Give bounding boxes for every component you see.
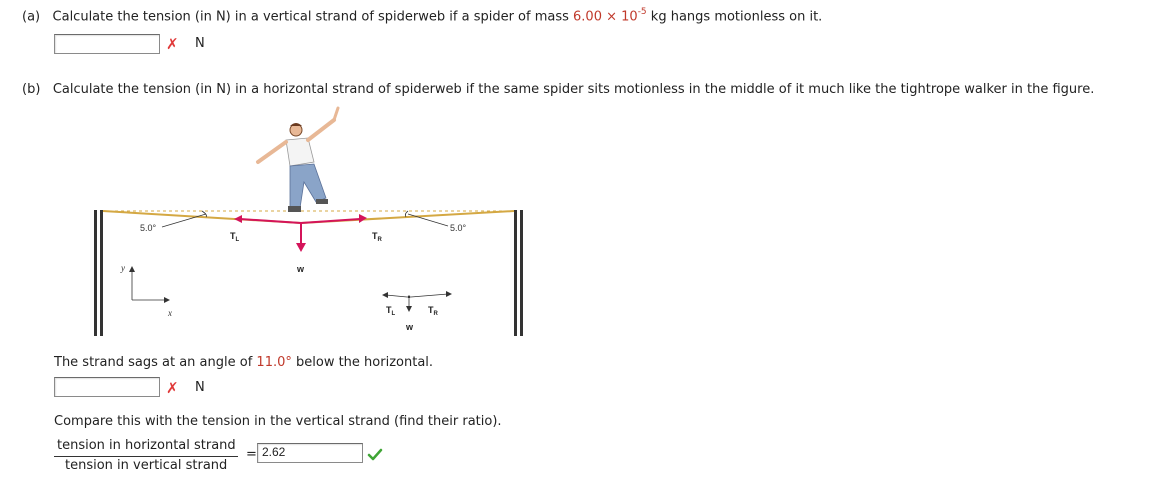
left-post-inner [100, 210, 103, 336]
tension-right-arrowhead [359, 214, 367, 223]
x-mark-icon: ✗ [166, 35, 179, 53]
sag-end: below the horizontal. [291, 355, 434, 370]
tension-left-arrowhead [234, 215, 242, 223]
figure-TR-label: $T_R$ [372, 231, 382, 243]
axis-x-label: x [168, 308, 172, 318]
x-mark-icon: ✗ [166, 379, 179, 397]
sag-statement [54, 355, 433, 370]
figure-w-label: w [297, 264, 305, 274]
rope [103, 211, 514, 223]
mass-times: × 10 [601, 9, 638, 25]
tightrope-walker-illustration [258, 108, 338, 212]
ratio-equals-sign: = [246, 447, 257, 462]
fbd-w-label: w [406, 322, 414, 332]
part-b-answer-input[interactable] [54, 377, 160, 397]
axis-y-label: y [121, 263, 125, 273]
ratio-answer-value: 2.62 [262, 445, 286, 459]
part-a-unit: N [195, 36, 205, 51]
right-post-outer [520, 210, 523, 336]
part-b-prefix: (b) [22, 82, 41, 97]
ratio-answer-input[interactable] [257, 443, 363, 463]
part-b-unit: N [195, 380, 205, 395]
left-post-outer [94, 210, 97, 336]
part-a-answer-input[interactable] [54, 34, 160, 54]
free-body-diagram [382, 291, 452, 332]
angle-left-label: 5.0° [140, 223, 157, 233]
compare-prompt: Compare this with the tension in the vertical strand (find their ratio). [54, 414, 502, 429]
part-b-question-text: Calculate the tension (in N) in a horizontal strand of spiderweb if the same spider sits motionless in the middle of it much like the tightrope walker in the figure. [52, 82, 1095, 97]
part-a-question-start: Calculate the tension (in N) in a vertical strand of spiderweb if a spider of mass [52, 9, 574, 25]
weight-arrowhead [296, 243, 306, 252]
part-a-question-end: kg hangs motionless on it. [646, 9, 823, 25]
tightrope-figure [90, 100, 530, 340]
part-b-question [22, 82, 1094, 97]
sag-angle: 11.0° [256, 355, 292, 370]
right-post-inner [514, 210, 517, 336]
fbd-TL-label: $T_L$ [386, 305, 396, 317]
ratio-numerator: tension in horizontal strand [57, 438, 236, 453]
coordinate-axes [120, 263, 172, 318]
part-a-prefix: (a) [22, 9, 41, 25]
sag-start: The strand sags at an angle of [54, 355, 257, 370]
fbd-TR-label: $T_R$ [428, 305, 438, 317]
tension-left-arrow [240, 219, 301, 223]
mass-exponent: -5 [637, 7, 647, 17]
ratio-fraction-bar [54, 456, 238, 457]
check-mark-icon [367, 448, 383, 462]
mass-value: 6.00 [573, 9, 602, 25]
figure-TL-label: $T_L$ [230, 231, 240, 243]
part-a-question [22, 8, 822, 24]
angle-right-label: 5.0° [450, 223, 467, 233]
ratio-denominator: tension in vertical strand [65, 458, 228, 473]
